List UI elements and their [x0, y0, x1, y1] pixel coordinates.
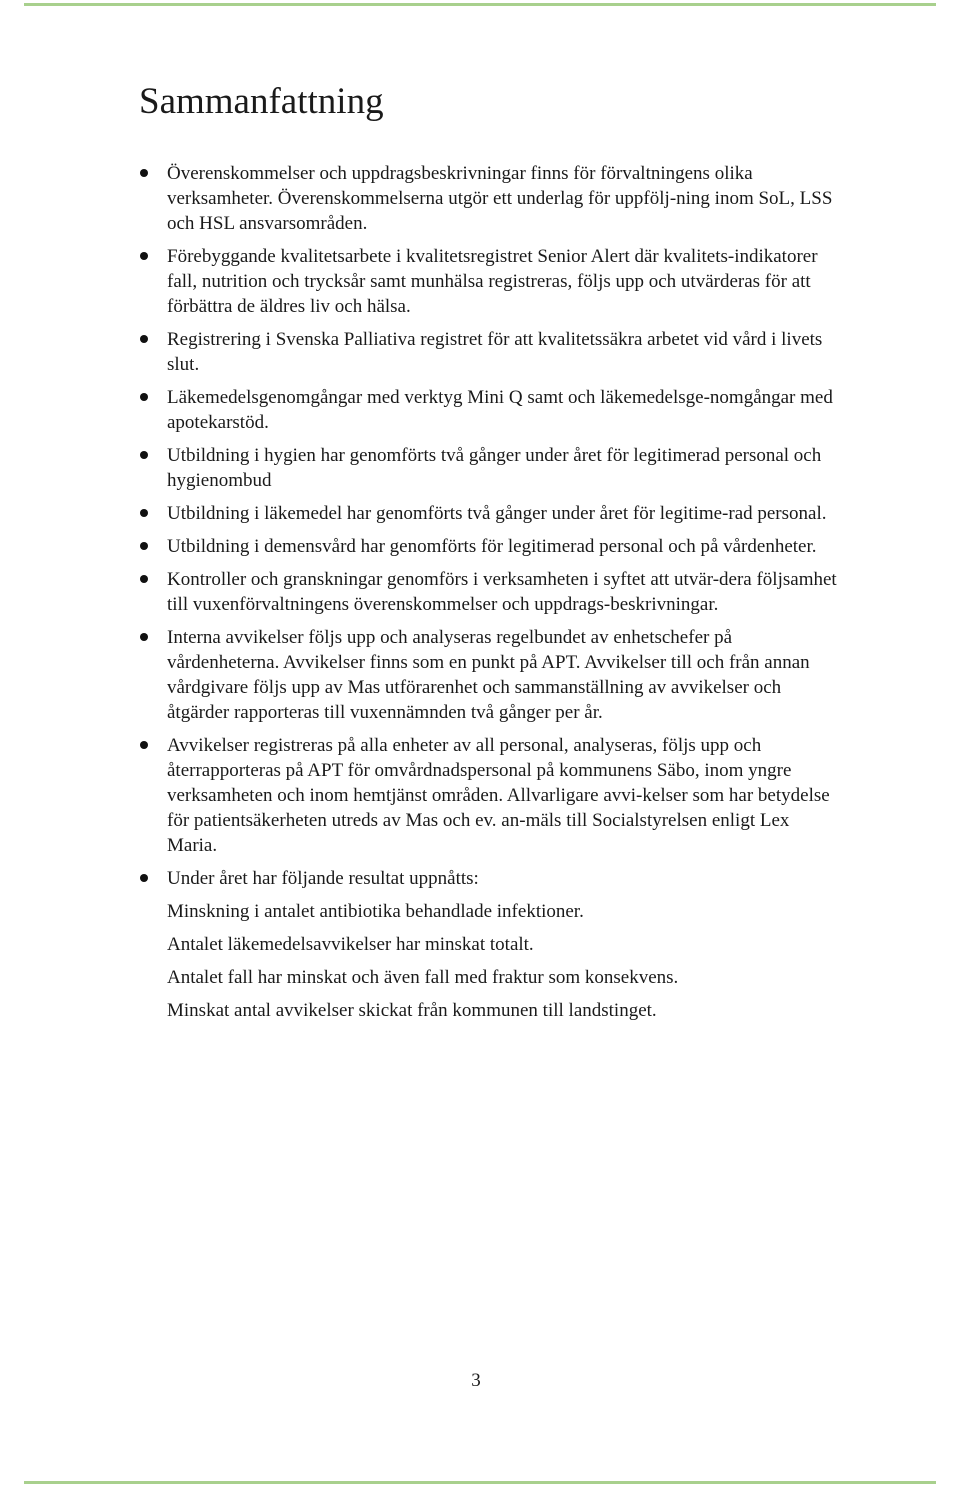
page-title: Sammanfattning — [139, 81, 384, 122]
page-number: 3 — [471, 1370, 481, 1391]
list-item: Utbildning i demensvård har genomförts för legitimerad personal och på vårdenheter. — [167, 534, 839, 559]
result-line: Minskat antal avvikelser skickat från kommunen till landstinget. — [167, 1000, 657, 1021]
result-line: Antalet fall har minskat och även fall med fraktur som konsekvens. — [167, 967, 679, 988]
list-item: Registrering i Svenska Palliativa registret för att kvalitetssäkra arbetet vid vård i livets slut. — [167, 327, 839, 377]
list-item: Interna avvikelser följs upp och analyseras regelbundet av enhetschefer på vårdenheterna. Avvikelser finns som en punkt på APT. Avvikelser till och från annan vårdgivare följs upp av Mas utförarenhet och sammanställning av avvikelser och åtgärder rapporteras till vuxennämnden två gånger per år. — [167, 625, 839, 725]
top-rule — [24, 3, 936, 6]
list-item: Förebyggande kvalitetsarbete i kvalitetsregistret Senior Alert där kvalitets-indikatorer fall, nutrition och trycksår samt munhälsa registreras, följs upp och utvärderas för att förbättra de äldres liv och hälsa. — [167, 244, 839, 319]
list-item: Utbildning i hygien har genomförts två gånger under året för legitimerad personal och hygienombud — [167, 443, 839, 493]
results-item — [167, 866, 839, 1023]
bottom-rule — [24, 1481, 936, 1484]
list-item: Läkemedelsgenomgångar med verktyg Mini Q samt och läkemedelsge-nomgångar med apotekarstöd. — [167, 385, 839, 435]
results-intro: Under året har följande resultat uppnåtts: — [167, 868, 479, 889]
result-line: Antalet läkemedelsavvikelser har minskat totalt. — [167, 934, 534, 955]
list-item: Avvikelser registreras på alla enheter av all personal, analyseras, följs upp och återrapporteras på APT för omvårdnadspersonal på kommunens Säbo, inom yngre verksamheten och inom hemtjänst områden. Allvarligare avvi-kelser som har betydelse för patientsäkerheten utreds av Mas och ev. an-mäls till Socialstyrelsen enligt Lex Maria. — [167, 733, 839, 858]
summary-list — [167, 161, 839, 1023]
result-line: Minskning i antalet antibiotika behandlade infektioner. — [167, 901, 584, 922]
list-item: Kontroller och granskningar genomförs i verksamheten i syftet att utvär-dera följsamhet till vuxenförvaltningens överenskommelser och uppdrags-beskrivningar. — [167, 567, 839, 617]
list-item: Överenskommelser och uppdragsbeskrivningar finns för förvaltningens olika verksamheter. Överenskommelserna utgör ett underlag för uppfölj-ning inom SoL, LSS och HSL ansvarsområden. — [167, 161, 839, 236]
list-item: Utbildning i läkemedel har genomförts två gånger under året för legitime-rad personal. — [167, 501, 839, 526]
